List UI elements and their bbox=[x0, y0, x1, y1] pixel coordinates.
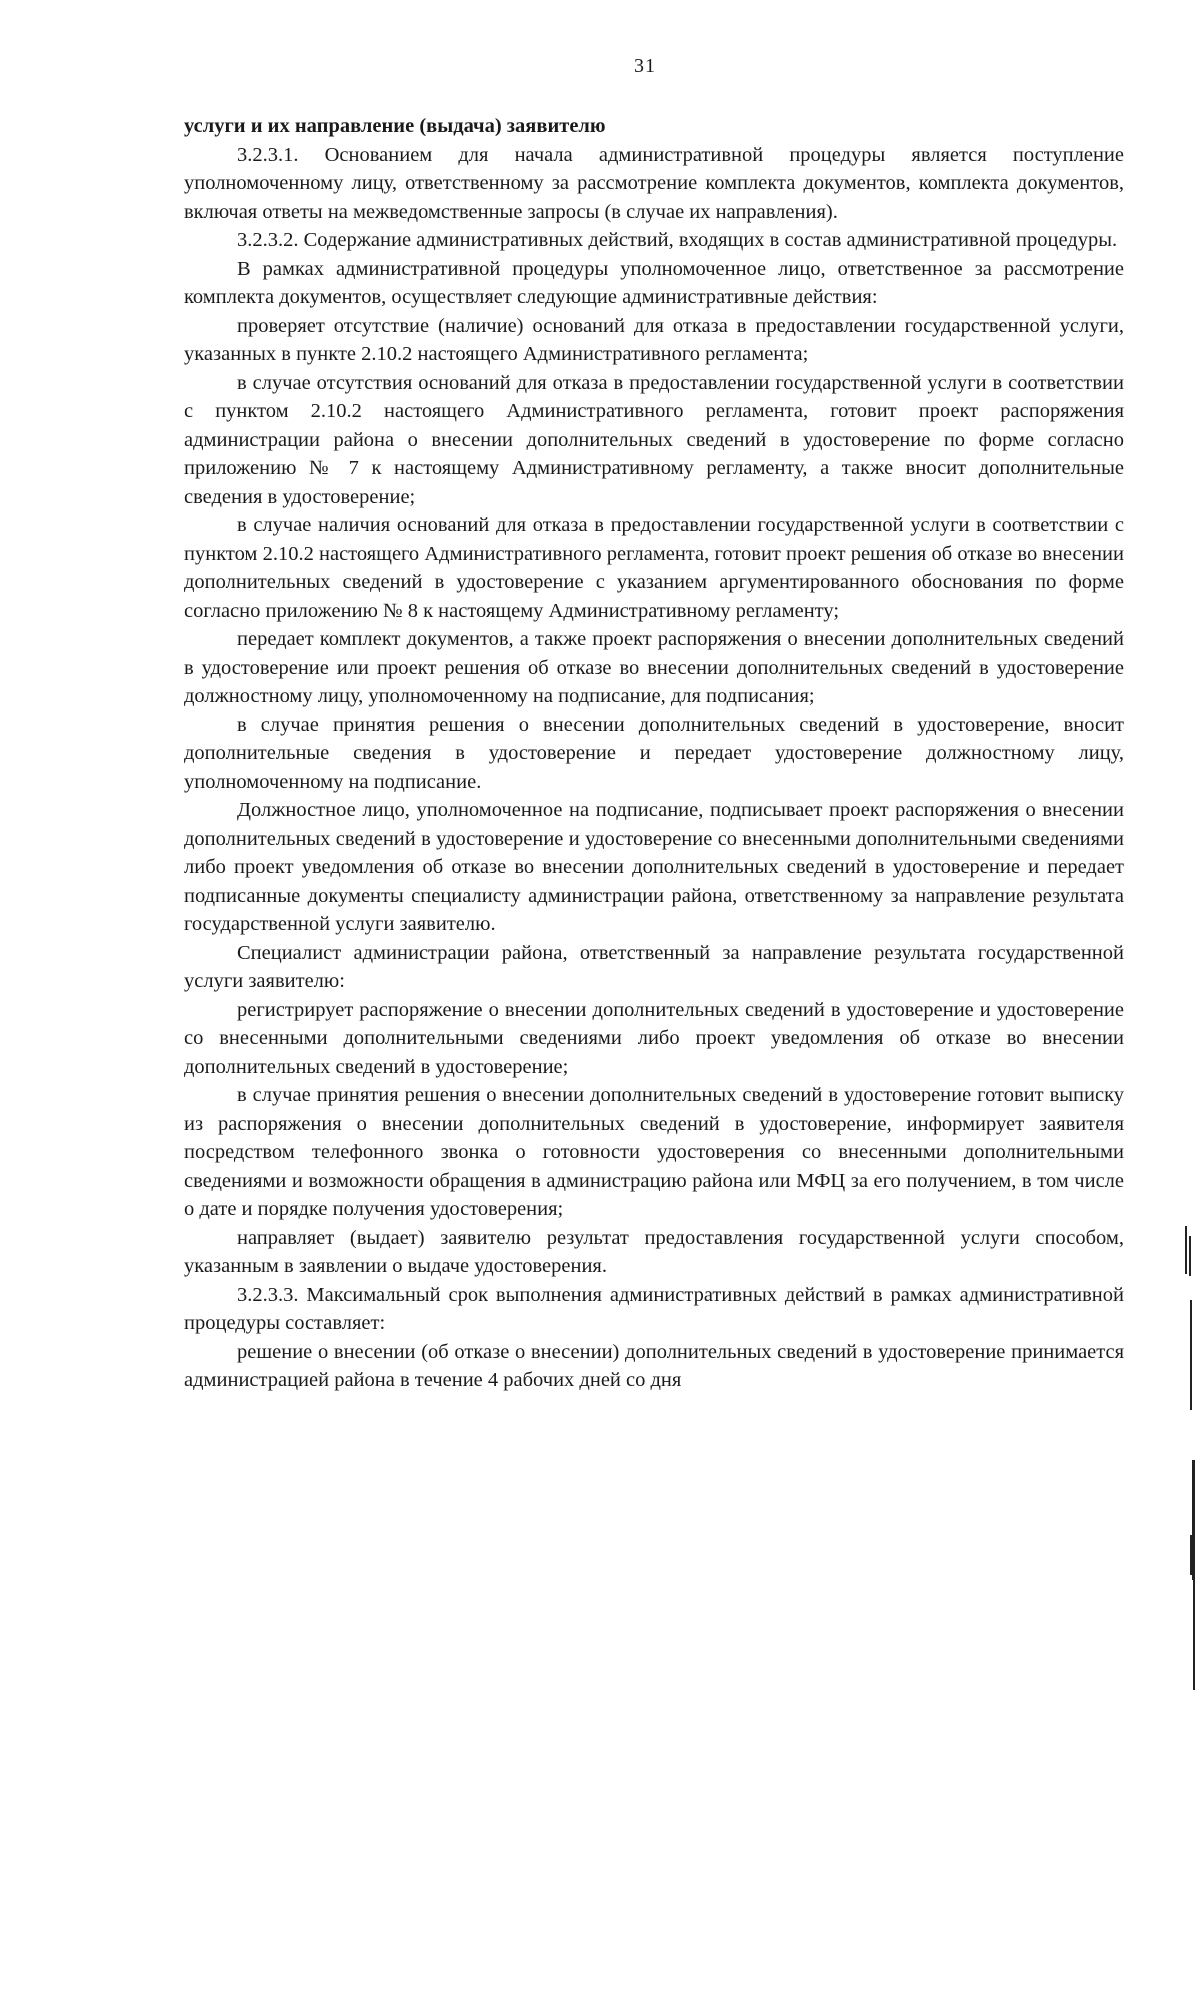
scan-margin-mark bbox=[1192, 1460, 1195, 1580]
paragraph-official-signs: Должностное лицо, уполномоченное на подписание, подписывает проект распоряжения о внесении дополнительных сведений в удостоверение и удостоверение со внесенными дополнительными сведениями либо проект уведомления об отказе во внесении дополнительных сведений в удостоверение и передает подписанные документы специалисту администрации района, ответственному за направление результата государственной услуги заявителю. bbox=[184, 799, 1124, 935]
paragraph-3-2-3-1: 3.2.3.1. Основанием для начала административной процедуры является поступление уполномоченному лицу, ответственному за рассмотрение комплекта документов, комплекта документов, включая ответы на межведомственные запросы (в случае их направления). bbox=[184, 143, 1124, 223]
paragraph-transfer-documents: передает комплект документов, а также проект распоряжения о внесении дополнительных сведений в удостоверение или проект решения об отказе во внесении дополнительных сведений в удостоверение должностному лицу, уполномоченному на подписание, для подписания; bbox=[184, 628, 1124, 707]
scan-margin-mark bbox=[1189, 1236, 1191, 1276]
paragraph-check-grounds: проверяет отсутствие (наличие) оснований для отказа в предоставлении государственной услуги, указанных в пункте 2.10.2 настоящего Административного регламента; bbox=[184, 314, 1124, 365]
section-heading: услуги и их направление (выдача) заявителю bbox=[184, 115, 606, 137]
scan-margin-mark bbox=[1190, 1535, 1192, 1575]
paragraph-sends-result: направляет (выдает) заявителю результат предоставления государственной услуги способом, указанным в заявлении о выдаче удостоверения. bbox=[184, 1226, 1124, 1277]
paragraph-no-grounds: в случае отсутствия оснований для отказа в предоставлении государственной услуги в соответствии с пунктом 2.10.2 настоящего Административного регламента, готовит проект распоряжения администрации района о внесении дополнительных сведений в удостоверение по форме согласно приложению № 7 к настоящему Административному регламенту, а также вносит дополнительные сведения в удостоверение; bbox=[184, 371, 1124, 508]
paragraph-prepares-extract: в случае принятия решения о внесении дополнительных сведений в удостоверение готовит выписку из распоряжения о внесении дополнительных сведений в удостоверение, информирует заявителя посредством телефонного звонка о готовности удостоверения со внесенными дополнительными сведениями и возможности обращения в администрацию района или МФЦ за его получением, в том числе о дате и порядке получения удостоверения; bbox=[184, 1084, 1124, 1220]
scan-margin-mark bbox=[1185, 1226, 1187, 1274]
paragraph-decision-made: в случае принятия решения о внесении дополнительных сведений в удостоверение, вносит дополнительные сведения в удостоверение и передает удостоверение должностному лицу, уполномоченному на подписание. bbox=[184, 713, 1124, 793]
paragraph-procedure-scope: В рамках административной процедуры уполномоченное лицо, ответственное за рассмотрение комплекта документов, осуществляет следующие административные действия: bbox=[184, 257, 1124, 308]
paragraph-3-2-3-2: 3.2.3.2. Содержание административных действий, входящих в состав административной процедуры. bbox=[237, 229, 1118, 251]
paragraph-grounds-present: в случае наличия оснований для отказа в предоставлении государственной услуги в соответствии с пунктом 2.10.2 настоящего Административного регламента, готовит проект решения об отказе во внесении дополнительных сведений в удостоверение с указанием аргументированного обоснования по форме согласно приложению № 8 к настоящему Административному регламенту; bbox=[184, 514, 1124, 622]
paragraph-3-2-3-3: 3.2.3.3. Максимальный срок выполнения административных действий в рамках административной процедуры составляет: bbox=[184, 1283, 1124, 1334]
paragraph-registers: регистрирует распоряжение о внесении дополнительных сведений в удостоверение и удостоверение со внесенными дополнительными сведениями либо проект уведомления об отказе во внесении дополнительных сведений в удостоверение; bbox=[184, 998, 1124, 1078]
document-body bbox=[184, 112, 1124, 1395]
page-number: 31 bbox=[634, 55, 656, 77]
scan-margin-mark bbox=[1190, 1300, 1192, 1410]
paragraph-specialist: Специалист администрации района, ответственный за направление результата государственной услуги заявителю: bbox=[184, 941, 1124, 992]
scan-margin-mark bbox=[1193, 1580, 1195, 1690]
paragraph-decision-deadline: решение о внесении (об отказе о внесении) дополнительных сведений в удостоверение принимается администрацией района в течение 4 рабочих дней со дня bbox=[184, 1340, 1124, 1391]
